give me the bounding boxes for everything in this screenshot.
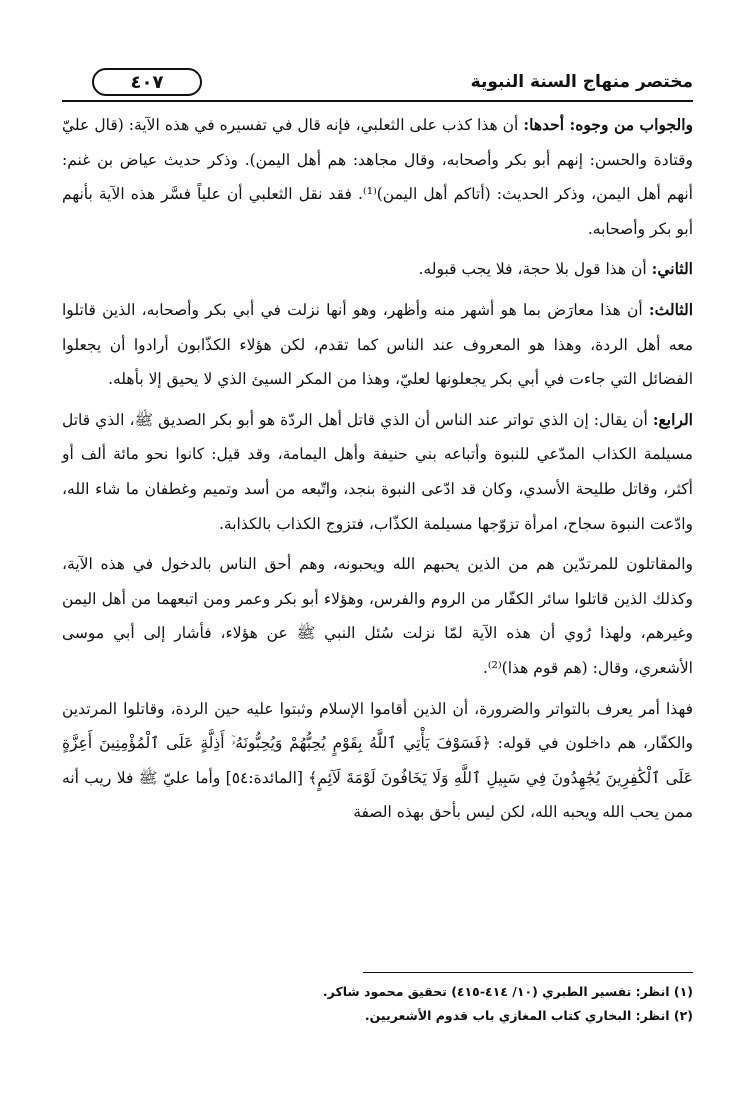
paragraph-text: فهذا أمر يعرف بالتواتر والضرورة، أن الذين أقاموا الإسلام وثبتوا عليه حين الردة، وقاتلوا المرتدين والكفّار، هم داخلون في قوله: ﴿فَسَوْفَ يَأْتِي ٱللَّهُ بِقَوْمٍ يُحِبُّهُمْ وَيُحِبُّونَهُۥٓ أَذِلَّةٍ عَلَى ٱلْمُؤْمِنِينَ أَعِزَّةٍ عَلَى ٱلْكَٰفِرِينَ يُجَٰهِدُونَ فِي سَبِيلِ ٱللَّهِ وَلَا يَخَافُونَ لَوْمَةَ لَآئِمٍ﴾ [المائدة:٥٤] وأما عليّ ﷺ فلا ريب أنه ممن يحب الله ويحبه الله، لكن ليس بأحق بهذه الصفة (62, 699, 693, 822)
header-rule (62, 100, 693, 102)
paragraph-lead: الثاني: (651, 259, 693, 279)
page-number-badge (92, 68, 202, 96)
paragraph-text: أن هذا قول بلا حجة، فلا يجب قبوله. (418, 260, 652, 279)
paragraph-lead: الثالث: (648, 299, 693, 319)
footnote: (١) انظر: تفسير الطبري (١٠/ ٤١٤-٤١٥) تحقيق محمود شاكر. (322, 984, 693, 999)
footnote-separator (363, 972, 693, 973)
paragraph-text: والمقاتلون للمرتدّين هم من الذين يحبهم الله ويحبونه، وهم أحق الناس بالدخول في هذه الآية، وكذلك الذين قاتلوا سائر الكفّار من الروم والفرس، وهؤلاء أبو بكر وعمر ومن اتبعهما من أهل اليمن وغيرهم، ولهذا رُوي أن هذه الآية لمّا نزلت سُئل النبي ﷺ عن هؤلاء، فأشار إلى أبي موسى الأشعري، وقال: (هم قوم هذا)⁽²⁾. (62, 555, 693, 677)
paragraph-lead: الرابع: (652, 409, 693, 429)
paragraph-text: أن هذا معارَض بما هو أشهر منه وأظهر، وهو أنها نزلت في أبي بكر وأصحابه، الذين قاتلوا معه أهل الردة، وهذا هو المعروف عند الناس كما تقدم، لكن هؤلاء الكذّابون أرادوا أن يجعلوا الفضائل التي جاءت في أبي بكر يجعلونها لعليّ، وهذا من المكر السيئ الذي لا يحيق إلا بأهله. (62, 300, 693, 389)
paragraph-lead: والجواب من وجوه: أحدها: (523, 115, 693, 134)
paragraph-text: أن يقال: إن الذي تواتر عند الناس أن الذي قاتل أهل الردّة هو أبو بكر الصديق ﷺ، الذي قاتل مسيلمة الكذاب المدّعي للنبوة وأتباعه بني حنيفة وأهل اليمامة، وقد قيل: كانوا نحو مائة ألف أو أكثر، وقاتل طليحة الأسدي، وكان قد ادّعى النبوة بنجد، واتّبعه من أسد وتميم وغطفان ما شاء الله، وادّعت النبوة سجاح، امرأة تزوّجها مسيلمة الكذّاب، فتزوج الكذاب بالكذابة. (62, 410, 693, 533)
paragraph (62, 252, 693, 287)
page-number: ٤٠٧ (130, 71, 164, 93)
footnote: (٢) انظر: البخاري كتاب المغازي باب قدوم الأشعريين. (364, 1008, 693, 1023)
paragraph (62, 293, 693, 397)
body-text (62, 108, 693, 836)
paragraph (62, 108, 693, 246)
paragraph (62, 403, 693, 541)
footnotes (62, 980, 693, 1028)
running-title: مختصر منهاج السنة النبوية (470, 72, 693, 92)
paragraph (62, 692, 693, 830)
paragraph (62, 547, 693, 685)
page-header (62, 66, 693, 102)
paragraph-text: أن هذا كذب على الثعلبي، فإنه قال في تفسيره في هذه الآية: (قال عليّ وقتادة والحسن: إنهم أبو بكر وأصحابه، وقال مجاهد: هم أهل اليمن). وذكر حديث عياض بن غنم: أنهم أهل اليمن، وذكر الحديث: (أتاكم أهل اليمن)⁽¹⁾. فقد نقل الثعلبي أن علياً فسَّر هذه الآية بأنهم أبو بكر وأصحابه. (62, 116, 693, 238)
